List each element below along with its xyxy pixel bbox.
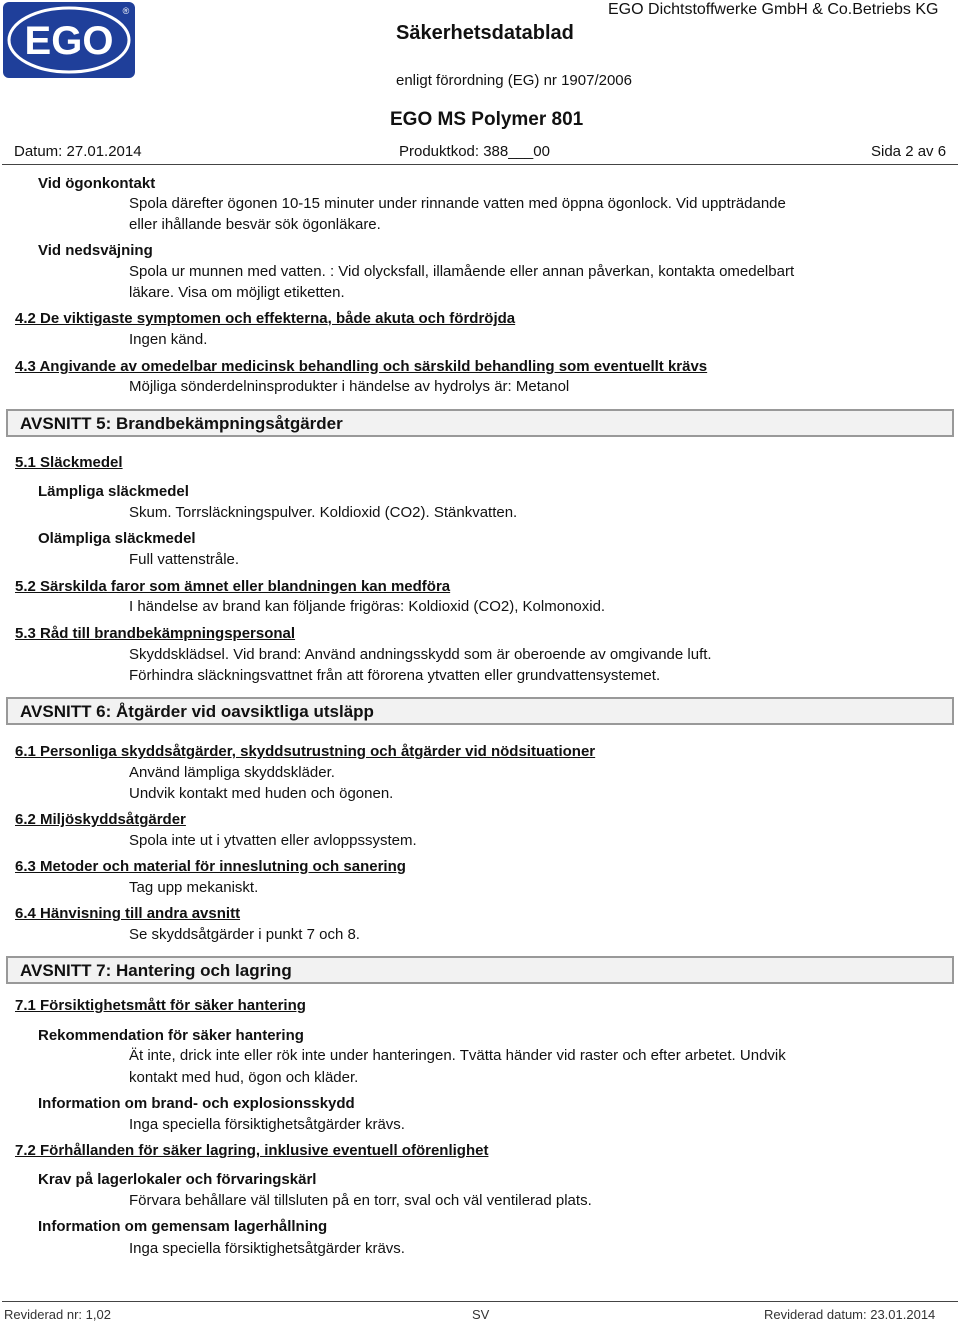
joint-storage-text: Inga speciella försiktighetsåtgärder krävs. xyxy=(129,1240,405,1257)
logo-text: EGO xyxy=(24,19,114,63)
subsection-5-3-heading: 5.3 Råd till brandbekämpningspersonal xyxy=(15,625,296,642)
subsection-5-3-text-2: Förhindra släckningsvattnet från att förorena ytvatten eller grundvattensystemet. xyxy=(129,667,661,684)
subsection-5-1-heading: 5.1 Släckmedel xyxy=(15,454,123,471)
subsection-6-2-heading: 6.2 Miljöskyddsåtgärder xyxy=(15,811,186,828)
document-date: Datum: 27.01.2014 xyxy=(14,143,142,160)
subsection-6-1-text-2: Undvik kontakt med huden och ögonen. xyxy=(129,785,394,802)
subsection-4-3-heading: 4.3 Angivande av omedelbar medicinsk behandling och särskild behandling som eventuellt krävs xyxy=(15,358,708,375)
subsection-7-1-heading: 7.1 Försiktighetsmått för säker hantering xyxy=(15,997,306,1014)
suitable-media-text: Skum. Torrsläckningspulver. Koldioxid (CO2). Stänkvatten. xyxy=(129,504,518,521)
eye-contact-text-1: Spola därefter ögonen 10-15 minuter under rinnande vatten med öppna ögonlock. Vid uppträdande xyxy=(129,195,786,212)
revision-date: Reviderad datum: 23.01.2014 xyxy=(764,1307,936,1322)
subsection-5-2-heading: 5.2 Särskilda faror som ämnet eller blandningen kan medföra xyxy=(15,578,451,595)
storage-requirements-text: Förvara behållare väl tillsluten på en torr, sval och väl ventilerad plats. xyxy=(129,1192,592,1209)
section-6-header xyxy=(6,697,954,725)
subsection-7-2-heading: 7.2 Förhållanden för säker lagring, inklusive eventuell oförenlighet xyxy=(15,1142,489,1159)
section-5-title: AVSNITT 5: Brandbekämpningsåtgärder xyxy=(20,414,343,433)
language-code: SV xyxy=(472,1307,490,1322)
subsection-6-3-text: Tag upp mekaniskt. xyxy=(129,879,259,896)
subsection-6-3-heading: 6.3 Metoder och material för inneslutning och sanering xyxy=(15,858,406,875)
section-5-header xyxy=(6,409,954,437)
eye-contact-heading: Vid ögonkontakt xyxy=(38,175,156,192)
svg-text:®: ® xyxy=(122,6,130,16)
product-name: EGO MS Polymer 801 xyxy=(390,109,584,130)
subsection-6-1-heading: 6.1 Personliga skyddsåtgärder, skyddsutrustning och åtgärder vid nödsituationer xyxy=(15,743,596,760)
safe-handling-text-2: kontakt med hud, ögon och kläder. xyxy=(129,1069,359,1086)
suitable-media-heading: Lämpliga släckmedel xyxy=(38,483,189,500)
subsection-6-4-text: Se skyddsåtgärder i punkt 7 och 8. xyxy=(129,926,360,943)
joint-storage-heading: Information om gemensam lagerhållning xyxy=(38,1218,328,1235)
section-7-title: AVSNITT 7: Hantering och lagring xyxy=(20,961,292,980)
safe-handling-heading: Rekommendation för säker hantering xyxy=(38,1027,304,1044)
fire-protection-text: Inga speciella försiktighetsåtgärder krävs. xyxy=(129,1116,405,1133)
subsection-6-4-heading: 6.4 Hänvisning till andra avsnitt xyxy=(15,905,241,922)
document-title: Säkerhetsdatablad xyxy=(396,22,574,44)
section-6-title: AVSNITT 6: Åtgärder vid oavsiktliga utsläpp xyxy=(20,702,374,721)
company-name: EGO Dichtstoffwerke GmbH & Co.Betriebs KG xyxy=(608,1,939,18)
eye-contact-text-2: eller ihållande besvär sök ögonläkare. xyxy=(129,216,381,233)
safe-handling-text-1: Ät inte, drick inte eller rök inte under hanteringen. Tvätta händer vid raster och efter arbetet. Undvik xyxy=(129,1047,786,1064)
revision-number: Reviderad nr: 1,02 xyxy=(4,1307,111,1322)
product-code: Produktkod: 388___00 xyxy=(399,143,550,160)
subsection-4-2-heading: 4.2 De viktigaste symptomen och effekterna, både akuta och fördröjda xyxy=(15,310,516,327)
swallowing-heading: Vid nedsväjning xyxy=(38,242,153,259)
regulation-text: enligt förordning (EG) nr 1907/2006 xyxy=(396,72,632,89)
subsection-6-1-text-1: Använd lämpliga skyddskläder. xyxy=(129,764,335,781)
subsection-4-2-text: Ingen känd. xyxy=(129,331,208,348)
section-7-header xyxy=(6,956,954,984)
swallowing-text-1: Spola ur munnen med vatten. : Vid olycksfall, illamående eller annan påverkan, kontakta omedelbart xyxy=(129,263,795,280)
subsection-6-2-text: Spola inte ut i ytvatten eller avloppssystem. xyxy=(129,832,417,849)
footer-divider xyxy=(2,1301,958,1302)
unsuitable-media-text: Full vattenstråle. xyxy=(129,551,240,568)
subsection-5-2-text: I händelse av brand kan följande frigöras: Koldioxid (CO2), Kolmonoxid. xyxy=(129,598,606,615)
company-logo xyxy=(3,2,135,78)
swallowing-text-2: läkare. Visa om möjligt etiketten. xyxy=(129,284,345,301)
page-number: Sida 2 av 6 xyxy=(871,143,947,160)
subsection-5-3-text-1: Skyddsklädsel. Vid brand: Använd andningsskydd som är oberoende av omgivande luft. xyxy=(129,646,712,663)
storage-requirements-heading: Krav på lagerlokaler och förvaringskärl xyxy=(38,1171,317,1188)
header-divider xyxy=(2,164,958,165)
unsuitable-media-heading: Olämpliga släckmedel xyxy=(38,530,196,547)
subsection-4-3-text: Möjliga sönderdelninsprodukter i händelse av hydrolys är: Metanol xyxy=(129,378,570,395)
fire-protection-heading: Information om brand- och explosionsskydd xyxy=(38,1095,355,1112)
